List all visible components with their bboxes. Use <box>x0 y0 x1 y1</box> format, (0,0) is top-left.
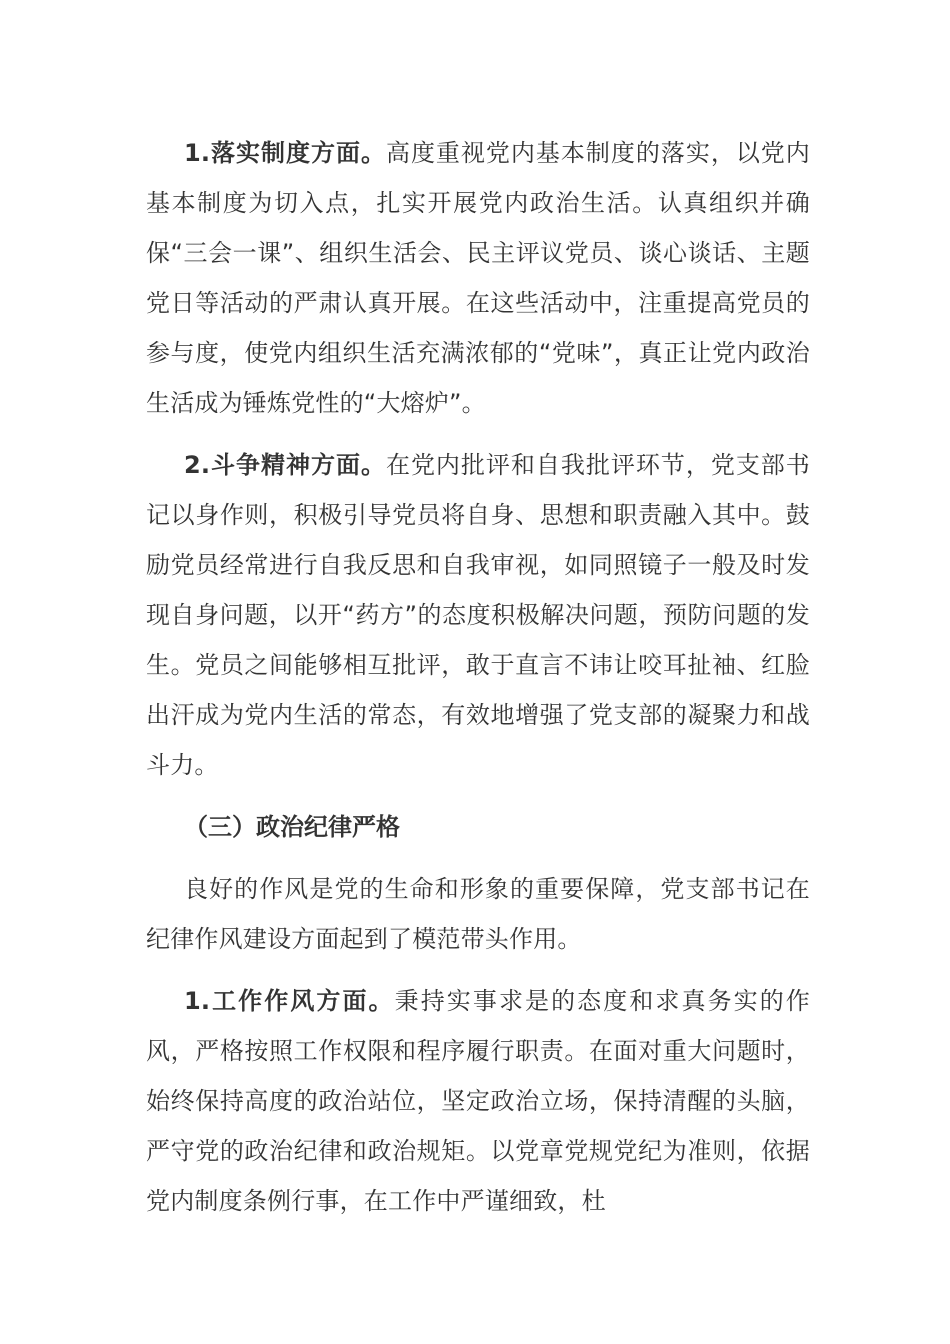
paragraph-body: 在党内批评和自我批评环节，党支部书记以身作则，积极引导党员将自身、思想和职责融入其中。鼓励党员经常进行自我反思和自我审视，如同照镜子一般及时发现自身问题，以开“药方”的态度积极解决问题，预防问题的发生。党员之间能够相互批评，敢于直言不讳让咬耳扯袖、红脸出汗成为党内生活的常态，有效地增强了党支部的凝聚力和战斗力。 <box>146 451 810 779</box>
document-page <box>146 128 810 1238</box>
paragraph-lead: 1.工作作风方面。 <box>184 987 395 1015</box>
paragraph-lead: 2.斗争精神方面。 <box>184 451 386 479</box>
paragraph-body: 高度重视党内基本制度的落实，以党内基本制度为切入点，扎实开展党内政治生活。认真组织并确保“三会一课”、组织生活会、民主评议党员、谈心谈话、主题党日等活动的严肃认真开展。在这些活动中，注重提高党员的参与度，使党内组织生活充满浓郁的“党味”，真正让党内政治生活成为锤炼党性的“大熔炉”。 <box>146 139 810 417</box>
paragraph-body: 秉持实事求是的态度和求真务实的作风，严格按照工作权限和程序履行职责。在面对重大问题时，始终保持高度的政治站位，坚定政治立场，保持清醒的头脑，严守党的政治纪律和政治规矩。以党章党规党纪为准则，依据党内制度条例行事，在工作中严谨细致，杜 <box>146 987 810 1215</box>
paragraph-body: 良好的作风是党的生命和形象的重要保障，党支部书记在纪律作风建设方面起到了模范带头作用。 <box>146 875 810 953</box>
paragraph-intro-discipline <box>146 864 810 964</box>
section-heading: （三）政治纪律严格 <box>184 813 400 841</box>
paragraph-implementation-system <box>146 128 810 428</box>
paragraph-work-style <box>146 976 810 1226</box>
paragraph-struggle-spirit <box>146 440 810 790</box>
paragraph-lead: 1.落实制度方面。 <box>184 139 386 167</box>
